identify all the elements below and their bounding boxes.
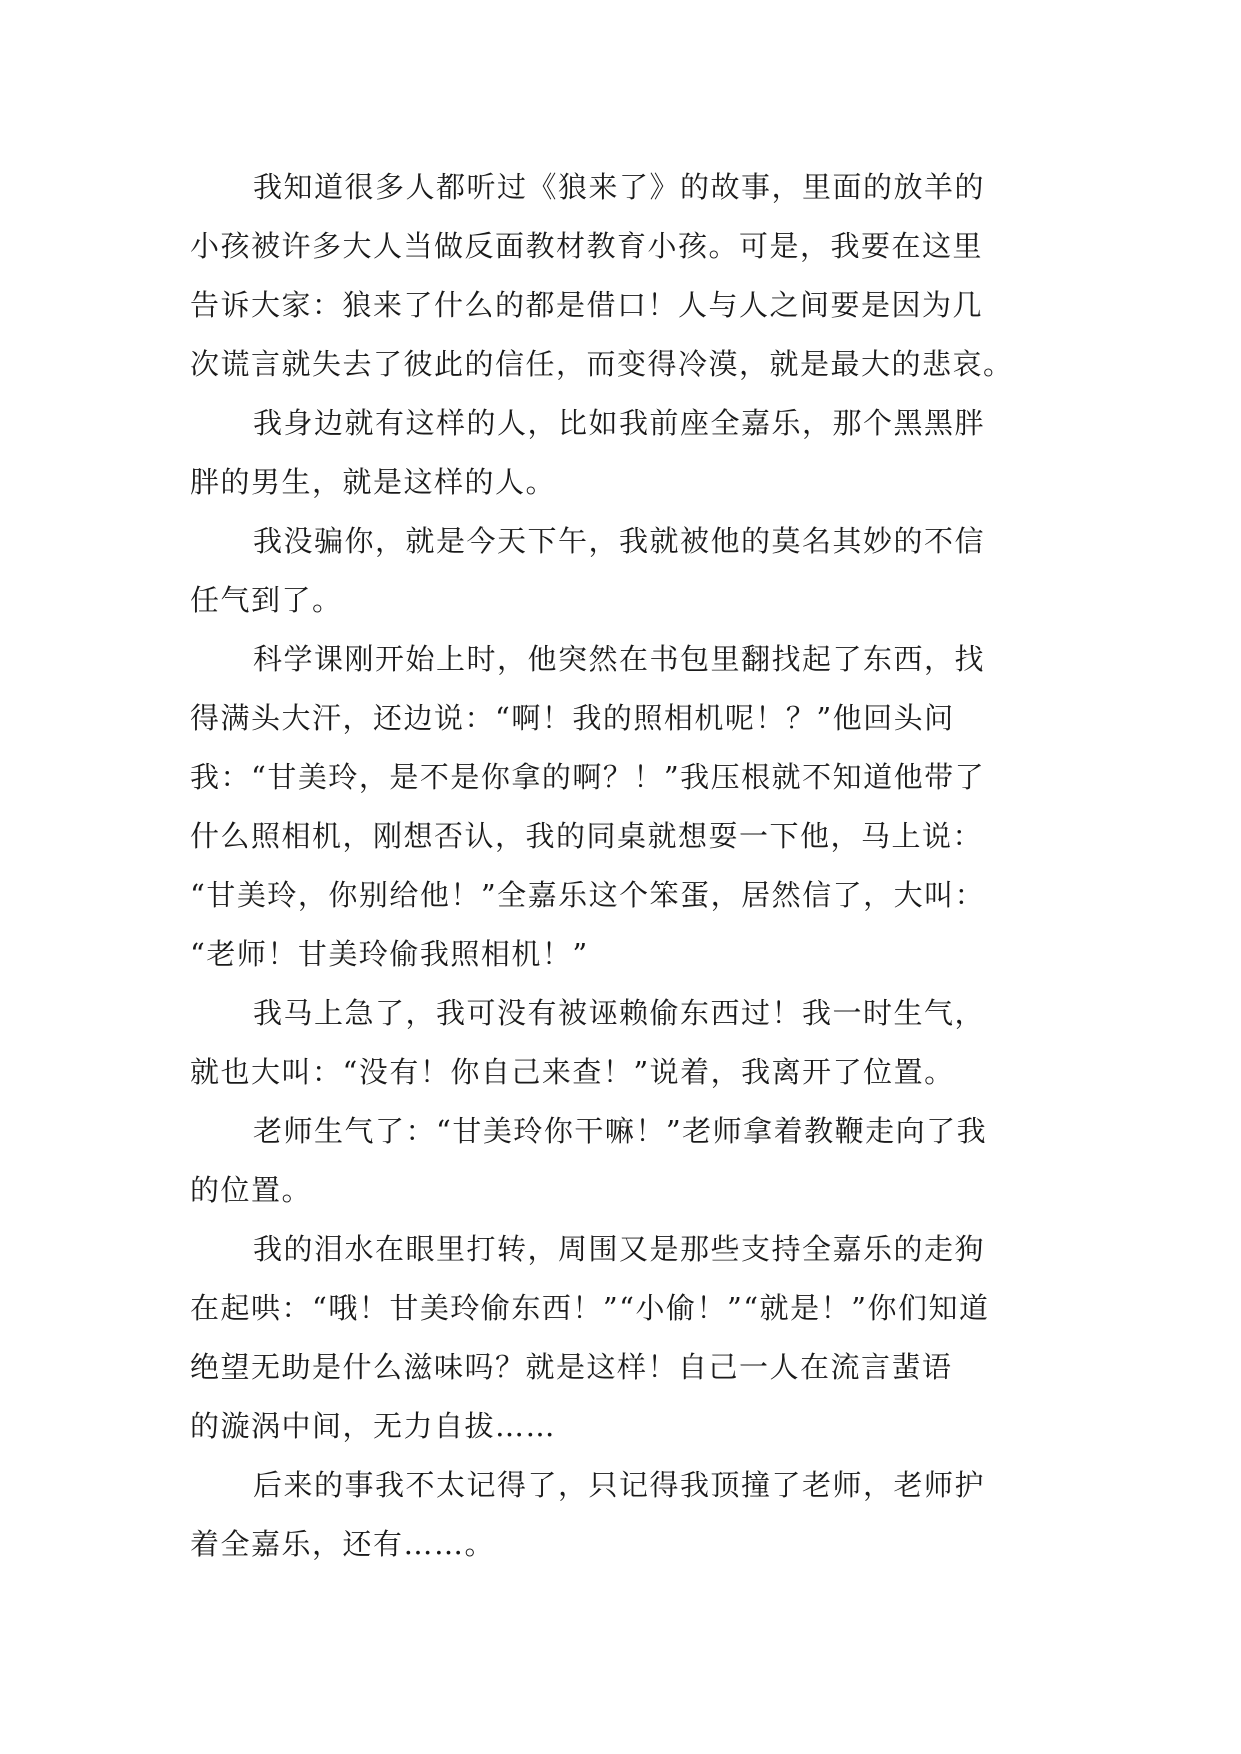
text-line: 我的泪水在眼里打转，周围又是那些支持全嘉乐的走狗 (253, 1232, 986, 1266)
text-line: 在起哄：“哦！甘美玲偷东西！”“小偷！”“就是！”你们知道 (190, 1291, 990, 1325)
paragraph-4 (190, 630, 1090, 984)
text-line: 就也大叫：“没有！你自己来查！”说着，我离开了位置。 (190, 1055, 955, 1089)
text-line: “老师！甘美玲偷我照相机！” (190, 937, 589, 971)
text-line: 科学课刚开始上时，他突然在书包里翻找起了东西，找 (253, 642, 986, 676)
text-line: 我知道很多人都听过《狼来了》的故事，里面的放羊的 (253, 170, 986, 204)
document-body (190, 158, 1090, 1574)
text-line: 任气到了。 (190, 583, 343, 617)
text-line: 我没骗你，就是今天下午，我就被他的莫名其妙的不信 (253, 524, 986, 558)
text-line: 什么照相机，刚想否认，我的同桌就想耍一下他，马上说： (190, 819, 984, 853)
text-line: 小孩被许多大人当做反面教材教育小孩。可是，我要在这里 (190, 229, 984, 263)
paragraph-8 (190, 1456, 1090, 1574)
text-line: 着全嘉乐，还有……。 (190, 1527, 496, 1561)
paragraph-1 (190, 158, 1090, 394)
text-line: 绝望无助是什么滋味吗？就是这样！自己一人在流言蜚语 (190, 1350, 953, 1384)
paragraph-6 (190, 1102, 1090, 1220)
text-line: 我：“甘美玲，是不是你拿的啊？！”我压根就不知道他带了 (190, 760, 986, 794)
text-line: 胖的男生，就是这样的人。 (190, 465, 557, 499)
text-line: 次谎言就失去了彼此的信任，而变得冷漠，就是最大的悲哀。 (190, 347, 1014, 381)
text-line: 我马上急了，我可没有被诬赖偷东西过！我一时生气， (253, 996, 986, 1030)
paragraph-5 (190, 984, 1090, 1102)
text-line: 得满头大汗，还边说：“啊！我的照相机呢！？”他回头问 (190, 701, 955, 735)
paragraph-3 (190, 512, 1090, 630)
text-line: 后来的事我不太记得了，只记得我顶撞了老师，老师护 (253, 1468, 986, 1502)
paragraph-7 (190, 1220, 1090, 1456)
text-line: “甘美玲，你别给他！”全嘉乐这个笨蛋，居然信了，大叫： (190, 878, 986, 912)
text-line: 的漩涡中间，无力自拔…… (190, 1409, 557, 1443)
text-line: 老师生气了：“甘美玲你干嘛！”老师拿着教鞭走向了我 (253, 1114, 988, 1148)
text-line: 的位置。 (190, 1173, 313, 1207)
text-line: 告诉大家：狼来了什么的都是借口！人与人之间要是因为几 (190, 288, 984, 322)
text-line: 我身边就有这样的人，比如我前座全嘉乐，那个黑黑胖 (253, 406, 986, 440)
paragraph-2 (190, 394, 1090, 512)
